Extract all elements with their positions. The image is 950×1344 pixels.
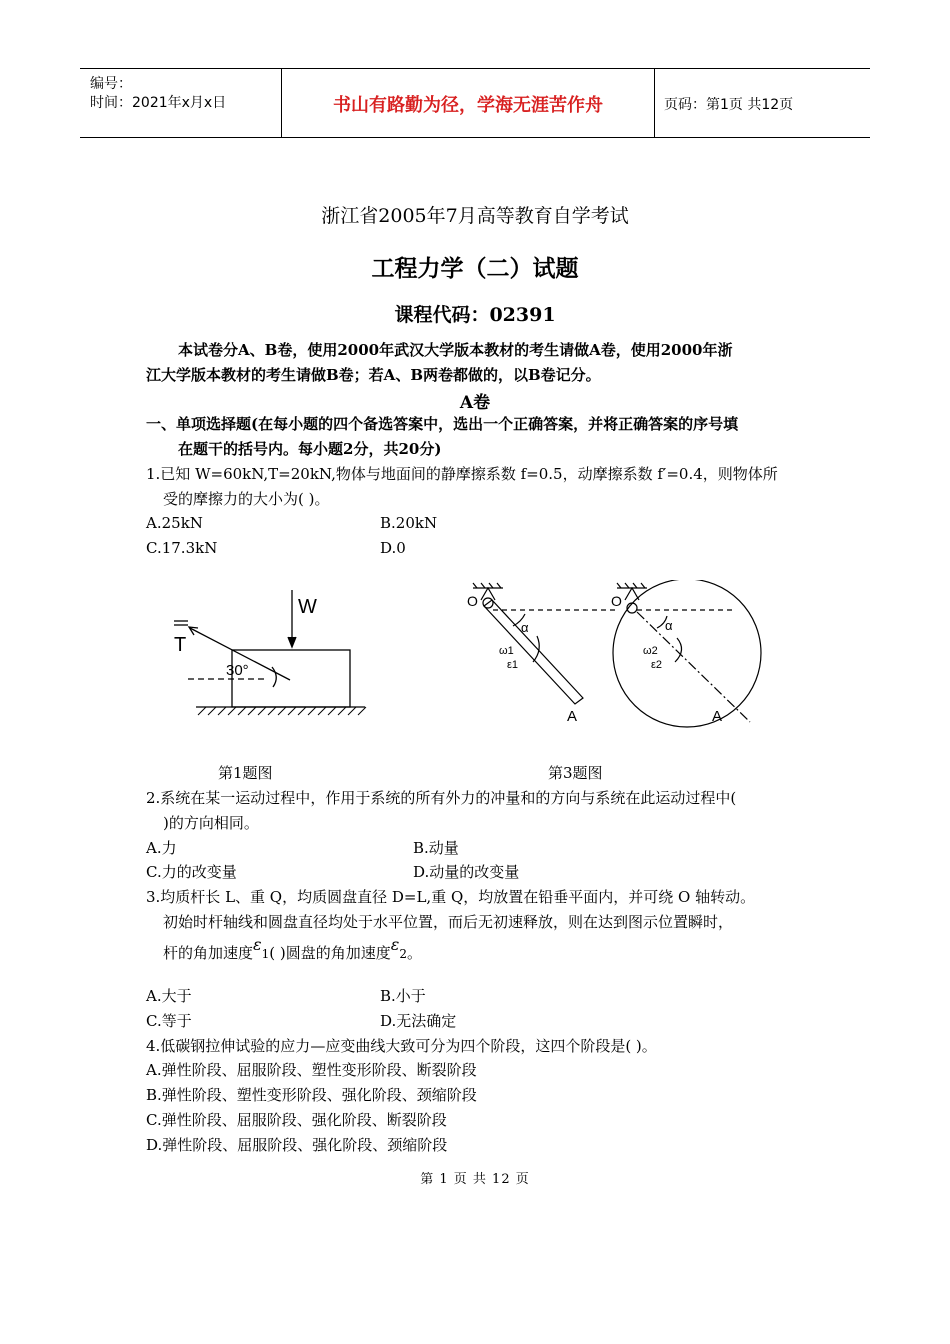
page-footer: 第 1 页 共 12 页 bbox=[420, 1172, 530, 1187]
q1-option-b: B.20kN bbox=[380, 514, 438, 532]
q2-stem-1: 2.系统在某一运动过程中，作用于系统的所有外力的冲量和的方向与系统在此运动过程中( bbox=[146, 789, 737, 807]
part1-heading-2: 在题干的括号内。每小题2分，共20分) bbox=[178, 440, 442, 458]
q2-option-b: B.动量 bbox=[413, 839, 459, 857]
q4-option-a: A.弹性阶段、屈服阶段、塑性变形阶段、断裂阶段 bbox=[146, 1061, 477, 1079]
q1-option-a: A.25kN bbox=[146, 514, 203, 532]
q1-stem-1: 1.已知 W=60kN,T=20kN,物体与地面间的静摩擦系数 f=0.5，动摩擦系数 f′=0.4，则物体所 bbox=[146, 465, 778, 483]
pivot-label-disc: O bbox=[611, 593, 622, 609]
alpha-label-rod: α bbox=[521, 620, 529, 635]
epsilon2-subscript: 2 bbox=[399, 947, 407, 961]
q3-stem-3-b: ( )圆盘的角加速度 bbox=[269, 944, 391, 962]
end-label-disc: A bbox=[712, 708, 723, 725]
q3-stem-3 bbox=[163, 935, 422, 967]
angle-arc bbox=[272, 667, 276, 687]
q4-option-d: D.弹性阶段、屈服阶段、强化阶段、颈缩阶段 bbox=[146, 1136, 448, 1154]
intro-line-1: 本试卷分A、B卷，使用2000年武汉大学版本教材的考生请做A卷，使用2000年浙 bbox=[178, 341, 733, 359]
date-label: 时间：2021年x月x日 bbox=[90, 95, 227, 111]
q2-option-a: A.力 bbox=[146, 839, 177, 857]
q1-stem-2: 受的摩擦力的大小为( )。 bbox=[163, 490, 330, 508]
disc bbox=[613, 580, 761, 727]
q3-stem-2: 初始时杆轴线和圆盘直径均处于水平位置，而后无初速释放，则在达到图示位置瞬时， bbox=[163, 913, 734, 931]
weight-label: W bbox=[298, 596, 317, 618]
pivot-label-rod: O bbox=[467, 593, 478, 609]
exam-title: 浙江省2005年7月高等教育自学考试 bbox=[321, 205, 629, 227]
page-header bbox=[80, 68, 870, 138]
epsilon1-subscript: 1 bbox=[261, 947, 270, 961]
q1-option-d: D.0 bbox=[380, 539, 406, 557]
q3-stem-1: 3.均质杆长 L、重 Q，均质圆盘直径 D=L,重 Q，均放置在铅垂平面内，并可绕 O 轴转动。 bbox=[146, 888, 756, 906]
page-number-label: 页码：第1页 共12页 bbox=[664, 97, 794, 113]
angle-label: 30° bbox=[226, 662, 249, 679]
motto: 书山有路勤为径，学海无涯苦作舟 bbox=[333, 95, 603, 116]
omega2-label: ω2 bbox=[643, 645, 658, 657]
section-a-title: A卷 bbox=[459, 393, 491, 413]
epsilon1-label: ε1 bbox=[507, 659, 519, 671]
subject-title: 工程力学（二）试题 bbox=[371, 255, 579, 282]
end-label-rod: A bbox=[567, 708, 578, 725]
ground-hatching bbox=[198, 707, 366, 715]
header-divider bbox=[654, 69, 655, 137]
q2-option-d: D.动量的改变量 bbox=[413, 863, 520, 881]
q3-option-c: C.等于 bbox=[146, 1012, 192, 1030]
serial-label: 编号： bbox=[90, 76, 132, 92]
q4-stem: 4.低碳钢拉伸试验的应力—应变曲线大致可分为四个阶段，这四个阶段是( )。 bbox=[146, 1037, 657, 1055]
figure-q3 bbox=[455, 580, 765, 730]
q4-option-b: B.弹性阶段、塑性变形阶段、强化阶段、颈缩阶段 bbox=[146, 1086, 477, 1104]
q1-option-c: C.17.3kN bbox=[146, 539, 218, 557]
q3-stem-3-a: 杆的角加速度 bbox=[163, 944, 254, 962]
part1-heading-1: 一、单项选择题(在每小题的四个备选答案中，选出一个正确答案，并将正确答案的序号填 bbox=[146, 415, 739, 433]
omega1-label: ω1 bbox=[499, 645, 514, 657]
epsilon2-label: ε2 bbox=[651, 659, 663, 671]
epsilon2-symbol: ε bbox=[390, 935, 400, 954]
q2-stem-2: )的方向相同。 bbox=[163, 814, 259, 832]
q3-option-a: A.大于 bbox=[146, 987, 192, 1005]
q3-stem-3-c: 。 bbox=[406, 944, 422, 962]
intro-line-2: 江大学版本教材的考生请做B卷；若A、B两卷都做的，以B卷记分。 bbox=[146, 366, 601, 384]
q3-option-d: D.无法确定 bbox=[380, 1012, 457, 1030]
epsilon1-symbol: ε bbox=[253, 935, 262, 954]
figure-q1 bbox=[160, 585, 370, 720]
alpha-label-disc: α bbox=[665, 618, 673, 633]
course-code: 课程代码：02391 bbox=[394, 304, 556, 326]
figure-q3-caption: 第3题图 bbox=[548, 764, 603, 782]
q4-option-c: C.弹性阶段、屈服阶段、强化阶段、断裂阶段 bbox=[146, 1111, 447, 1129]
figure-q1-caption: 第1题图 bbox=[218, 764, 273, 782]
q3-option-b: B.小于 bbox=[380, 987, 426, 1005]
tension-label: T bbox=[174, 634, 187, 656]
q2-option-c: C.力的改变量 bbox=[146, 863, 237, 881]
